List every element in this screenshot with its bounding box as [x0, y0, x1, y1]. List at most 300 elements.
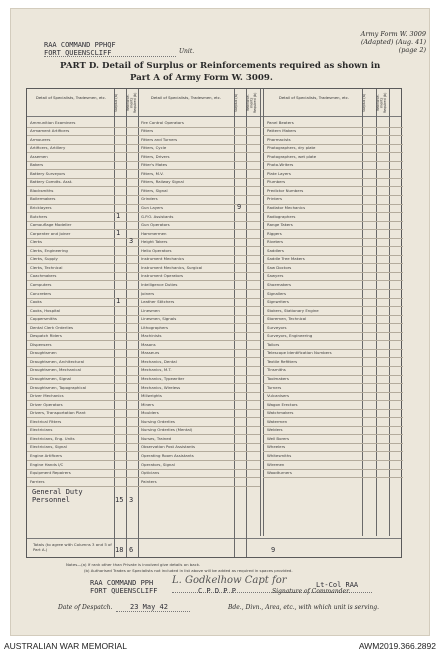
trade-name: Mechanics, Wireless [141, 385, 181, 390]
col3-header-specialists: Detail of Specialists, Tradesmen, etc. [278, 95, 350, 100]
trade-name: Masons [141, 342, 156, 347]
trade-name: Mechanics, Dental [141, 359, 177, 364]
trade-name: Wiremen [267, 462, 285, 467]
row-divider [263, 306, 403, 307]
row-divider [27, 255, 138, 256]
row-divider [138, 315, 260, 316]
trade-name: Fitters, Cycle [141, 146, 167, 151]
trade-name: Riveters [267, 240, 284, 245]
row-divider [263, 246, 403, 247]
row-divider [263, 169, 403, 170]
col2-header-required: Reinforce- ments Required (b) [246, 92, 258, 114]
trade-name: Telescope Identification Numbers [267, 351, 332, 356]
trade-name: Concreters [30, 291, 52, 296]
signatory-rank: Lt-Col RAA [316, 581, 359, 589]
row-divider [27, 204, 138, 205]
row-divider [138, 426, 260, 427]
extra-entry-line-1: General Duty [32, 488, 83, 496]
row-divider [27, 443, 138, 444]
unit-dotted-line [44, 56, 176, 57]
trade-name: Lithographers [141, 325, 169, 330]
trade-name: Whitesmiths [267, 453, 292, 458]
trade-name: Welders [267, 428, 283, 433]
row-divider [138, 144, 260, 145]
trade-name: Signwriters [267, 300, 289, 305]
trade-name: Nursing Orderlies [141, 419, 175, 424]
unit-label: Unit. [179, 48, 195, 55]
trade-name: Predictor Numbers [267, 188, 304, 193]
trade-name: Range Takers [267, 223, 293, 228]
trade-name: Storemen, Technical [267, 317, 307, 322]
row-divider [263, 212, 403, 213]
totals-col2-surplus: 9 [271, 546, 276, 554]
row-divider [138, 375, 260, 376]
trade-name: Draughtsmen, Signal [30, 377, 72, 381]
totals-label: Totals (to agree with Columns 3 and 5 of Part A.) [33, 543, 112, 552]
trade-name: Drivers, Transportation Plant [30, 411, 86, 416]
trade-name: Electricians, Eng. Units [30, 436, 75, 441]
trade-name: Clerks, Engineering [30, 248, 68, 253]
trade-name: Cooks, Hospital [30, 308, 61, 313]
row-divider [263, 409, 403, 410]
trade-name: Boilermakers [30, 197, 56, 202]
row-divider [27, 332, 138, 333]
row-divider [138, 332, 260, 333]
row-divider [27, 426, 138, 427]
row-divider [263, 221, 403, 222]
row-divider [263, 255, 403, 256]
row-divider [263, 451, 403, 452]
trade-name: Watchmakers [267, 411, 294, 416]
row-divider [263, 229, 403, 230]
trade-surplus-count: 1 [116, 228, 121, 237]
row-divider [138, 255, 260, 256]
trade-name: Blacksmiths [30, 188, 54, 193]
row-divider [138, 340, 260, 341]
row-divider [138, 289, 260, 290]
row-divider [138, 451, 260, 452]
trade-name: Observation Post Assistants [141, 445, 196, 450]
row-divider [138, 400, 260, 401]
trade-name: Watermen [267, 419, 288, 424]
trade-name: Painters [141, 479, 157, 484]
trade-name: Wheelers [267, 445, 286, 450]
trade-name: Assemen [30, 154, 48, 159]
row-divider [263, 127, 403, 128]
row-divider [27, 375, 138, 376]
handwritten-signature: L. Godkelhow Capt for [172, 575, 287, 586]
row-divider [263, 460, 403, 461]
trade-name: Linesmen, Signals [141, 317, 177, 322]
row-divider [138, 186, 260, 187]
trade-name: Plumbers [267, 180, 286, 185]
row-divider [27, 469, 138, 470]
trade-name: Armourers [30, 137, 51, 142]
row-divider [263, 263, 403, 264]
extra-entry-surplus: 15 [115, 496, 124, 504]
trade-name: Wagon Erectors [267, 402, 298, 407]
trade-name: Battery Surveyors [30, 171, 66, 176]
part-d-title: PART D. Detail of Surplus or Reinforcements required as shown in [60, 61, 381, 71]
trade-name: Printers [267, 197, 282, 202]
despatch-label: Date of Despatch. [58, 604, 113, 611]
row-divider [263, 280, 403, 281]
trade-name: Radiographers [267, 214, 296, 219]
trade-name: Linesmen [141, 308, 160, 313]
row-divider [27, 349, 138, 350]
row-divider [263, 178, 403, 179]
trade-name: Fitters [141, 129, 154, 134]
row-divider [27, 315, 138, 316]
row-divider [27, 144, 138, 145]
row-divider [27, 434, 138, 435]
row-divider [263, 340, 403, 341]
despatch-date: 23 May 42 [130, 603, 168, 611]
row-divider [263, 135, 403, 136]
row-divider [138, 469, 260, 470]
row-divider [263, 323, 403, 324]
row-divider [27, 135, 138, 136]
trade-required-count: 3 [129, 237, 134, 246]
row-divider [27, 212, 138, 213]
row-divider [27, 323, 138, 324]
row-divider [263, 349, 403, 350]
trade-name: Photographers, dry plate [267, 146, 316, 151]
trade-name: G.P.O. Assistants [141, 214, 174, 219]
trade-name: Miners [141, 402, 154, 407]
row-divider [138, 366, 260, 367]
trade-name: Nurses, Trained [141, 436, 172, 441]
row-divider [263, 357, 403, 358]
trade-name: Pattern Makers [267, 129, 297, 134]
row-divider [263, 161, 403, 162]
row-divider [27, 366, 138, 367]
trade-name: Leather Stitchers [141, 300, 175, 305]
row-divider [263, 204, 403, 205]
trade-name: Engine Hands I/C [30, 462, 64, 467]
trade-name: Clerks, Supply [30, 257, 58, 262]
row-divider [138, 280, 260, 281]
row-divider [27, 392, 138, 393]
row-divider [138, 135, 260, 136]
trade-name: Gun Layers [141, 206, 164, 210]
row-divider [27, 195, 138, 196]
col3-header-required: Reinforce- ments Required (b) [376, 92, 388, 114]
footer-accession-number: AWM2019.366.2892 [358, 641, 436, 651]
extra-entry-line-2: Personnel [32, 496, 70, 504]
row-divider [138, 127, 260, 128]
row-divider [263, 152, 403, 153]
row-divider [263, 366, 403, 367]
trade-name: Saddlers [267, 248, 284, 253]
trade-name: Bricklayers [30, 206, 52, 210]
trade-surplus-count: 1 [116, 211, 121, 220]
sign-unit-line-1: RAA COMMAND PPH [90, 579, 154, 587]
trade-name: Driver Operators [30, 402, 63, 407]
row-divider [27, 486, 138, 487]
row-divider [27, 272, 138, 273]
col1-header-surplus: Surplus (a) [114, 94, 118, 112]
trade-name: Signallers [267, 291, 287, 296]
footer-institution: AUSTRALIAN WAR MEMORIAL [4, 641, 127, 651]
row-divider [138, 434, 260, 435]
row-divider [138, 161, 260, 162]
row-divider [138, 263, 260, 264]
row-divider [27, 306, 138, 307]
trade-name: Cooks [30, 300, 42, 305]
row-divider [27, 417, 138, 418]
row-divider [27, 409, 138, 410]
row-divider [263, 375, 403, 376]
row-divider [27, 186, 138, 187]
trade-name: Intelligence Duties [141, 282, 178, 287]
trade-name: Bakers [30, 163, 44, 168]
row-divider [27, 383, 138, 384]
col1-header-specialists: Detail of Specialists, Tradesmen, etc. [35, 95, 107, 100]
trade-name: Fitters, Drivers [141, 154, 170, 159]
col1-header-required: Reinforce- ments Required (b) [126, 92, 138, 114]
trade-name: Surveyors [267, 325, 287, 330]
trade-surplus-count: 9 [237, 203, 242, 211]
trade-name: Millwrights [141, 394, 162, 399]
row-divider [138, 323, 260, 324]
row-divider [138, 349, 260, 350]
trade-name: Battery Comdts. Asst. [30, 180, 73, 185]
specialists-table [26, 88, 402, 558]
trade-name: Engine Artificers [30, 453, 63, 458]
row-divider [138, 392, 260, 393]
row-divider [138, 409, 260, 410]
row-divider [263, 289, 403, 290]
sign-unit-line-2: FORT QUEENSCLIFF [90, 587, 158, 595]
trade-name: Plate Layers [267, 171, 291, 176]
trade-name: Electricians [30, 428, 53, 433]
row-divider [263, 426, 403, 427]
trade-name: Fitters, Signal [141, 188, 168, 193]
row-divider [263, 298, 403, 299]
row-divider [138, 460, 260, 461]
row-divider [138, 306, 260, 307]
trade-name: Carpenter and Joiner [30, 231, 71, 236]
row-divider [138, 229, 260, 230]
trade-name: Electrical Fitters [30, 419, 62, 424]
trade-name: Riggers [267, 231, 282, 236]
trade-name: Coppersmiths [30, 317, 57, 322]
row-divider [138, 212, 260, 213]
unit-line-1: RAA COMMAND PPHQF [44, 41, 116, 49]
row-divider [138, 152, 260, 153]
row-divider [138, 383, 260, 384]
trade-name: Surveyors, Engineering [267, 334, 313, 339]
trade-name: Woodturners [267, 471, 292, 476]
trade-name: Height Takers [141, 240, 168, 245]
row-divider [138, 357, 260, 358]
row-divider [263, 332, 403, 333]
row-divider [27, 178, 138, 179]
row-divider [27, 280, 138, 281]
trade-name: Computers [30, 282, 52, 287]
trade-name: Butchers [30, 214, 48, 219]
trade-name: Shoemakers [267, 282, 292, 287]
trade-name: Hammermen [141, 231, 167, 236]
totals-col1-required: 6 [129, 546, 134, 554]
row-divider [263, 469, 403, 470]
trade-name: Panel Beaters [267, 120, 294, 125]
trade-surplus-count: 1 [116, 297, 121, 306]
signature-label: Signature of Commander. [272, 588, 351, 595]
trade-name: Helio Operators [141, 248, 172, 253]
row-divider [138, 195, 260, 196]
form-name: Army Form W. 3009 [360, 30, 426, 38]
row-divider [27, 460, 138, 461]
row-divider [138, 204, 260, 205]
row-divider [138, 298, 260, 299]
row-divider [263, 272, 403, 273]
row-divider [138, 238, 260, 239]
trade-name: Ammunition Examiners [30, 120, 76, 125]
row-divider [27, 221, 138, 222]
unit-line-2: FORT QUEENSCLIFF [44, 49, 112, 57]
trade-name: Turners [267, 385, 282, 390]
trade-name: Equipment Repairers [30, 471, 71, 476]
brigade-label: Bde., Divn., Area, etc., with which unit is serving. [228, 604, 379, 611]
trade-name: Toolmakers [267, 377, 289, 381]
trade-name: Moulders [141, 411, 159, 416]
row-divider [138, 169, 260, 170]
row-divider [263, 315, 403, 316]
trade-name: Dispensers [30, 342, 52, 347]
row-divider [27, 246, 138, 247]
trade-name: Coachmakers [30, 274, 57, 279]
trade-name: Fire Control Operators [141, 120, 184, 125]
trade-name: Machinists [141, 334, 162, 339]
trade-name: Radiator Mechanics [267, 206, 306, 210]
trade-name: Mechanics, M.T. [141, 368, 172, 373]
trade-name: Tinsmiths [267, 368, 286, 373]
row-divider [27, 477, 138, 478]
trade-name: Instrument Operators [141, 274, 184, 279]
trade-name: Textile Refitters [267, 359, 298, 364]
trade-name: Instrument Mechanics [141, 257, 185, 262]
trade-name: Opticians [141, 471, 160, 476]
trade-name: Electricians, Signal [30, 445, 67, 450]
cpd-stamp: C P D P P [198, 587, 236, 595]
row-divider [263, 400, 403, 401]
trade-name: Gun Operators [141, 223, 170, 228]
row-divider [27, 289, 138, 290]
row-divider [263, 443, 403, 444]
trade-name: Photo-Writers [267, 163, 294, 168]
trade-name: Despatch Riders [30, 334, 62, 339]
row-divider [263, 195, 403, 196]
row-divider [138, 443, 260, 444]
row-divider [138, 178, 260, 179]
trade-name: Draughtsmen [30, 351, 57, 356]
row-divider [27, 263, 138, 264]
trade-name: Pharmacists [267, 137, 291, 142]
trade-name: Joiners [141, 291, 155, 296]
extra-entry-required: 3 [129, 496, 134, 504]
row-divider [27, 357, 138, 358]
row-divider [263, 144, 403, 145]
trade-name: Saddle Tree Makers [267, 257, 305, 262]
trade-name: Operating Room Assistants [141, 453, 194, 458]
note-a: Notes—(a) If rank other than Private is involved give details on back. [66, 562, 201, 567]
trade-name: Saw Doctors [267, 265, 292, 270]
row-divider [263, 434, 403, 435]
row-divider [138, 417, 260, 418]
trade-name: Nursing Orderlies (Mental) [141, 428, 193, 433]
row-divider [263, 392, 403, 393]
trade-name: Instrument Mechanics, Surgical [141, 265, 203, 270]
trade-name: Artificers, Artillery [30, 146, 66, 151]
row-divider [27, 340, 138, 341]
trade-name: Clerks [30, 240, 43, 245]
trade-name: Draughtsmen, Mechanical [30, 368, 81, 373]
row-divider [263, 186, 403, 187]
trade-name: Grinders [141, 197, 158, 202]
row-divider [138, 246, 260, 247]
row-divider [263, 417, 403, 418]
form-adapted: (Adapted) (Aug. 41) [360, 38, 426, 46]
form-page-number: (page 2) [398, 46, 426, 54]
row-divider [138, 272, 260, 273]
note-b: (b) Authorised Trades or Specialists not included in list above will be added as required in spaces provided. [84, 568, 293, 573]
row-divider [27, 152, 138, 153]
trade-name: Tailors [267, 342, 280, 347]
trade-name: Fitters and Turners [141, 137, 178, 142]
trade-name: Masseurs [141, 351, 160, 356]
trade-name: Sawyers [267, 274, 284, 279]
trade-name: Draughtsmen, Architectural [30, 359, 85, 364]
row-divider [138, 477, 260, 478]
row-divider [263, 238, 403, 239]
despatch-date-line [116, 611, 190, 612]
row-divider [27, 229, 138, 230]
row-divider [27, 451, 138, 452]
row-divider [27, 161, 138, 162]
trade-name: Draughtsmen, Topographical [30, 385, 87, 390]
totals-col1-surplus: 18 [115, 546, 124, 554]
trade-name: Armament Artificers [30, 129, 70, 134]
row-divider [27, 400, 138, 401]
col3-header-surplus: Surplus (a) [362, 94, 366, 112]
trade-name: Mechanics, Typewriter [141, 377, 185, 381]
part-d-subtitle: Part A of Army Form W. 3009. [130, 73, 273, 83]
trade-name: Fitters, M.V. [141, 171, 164, 176]
row-divider [27, 127, 138, 128]
trade-name: Fitter's Mates [141, 163, 168, 168]
trade-name: Clerks, Technical [30, 265, 63, 270]
trade-name: Fitters, Railway Signal [141, 180, 184, 185]
col2-header-specialists: Detail of Specialists, Tradesmen, etc. [150, 95, 222, 100]
trade-name: Photographers, wet plate [267, 154, 317, 159]
trade-name: Well Borers [267, 436, 289, 441]
row-divider [27, 169, 138, 170]
trade-name: Vulcanisers [267, 394, 290, 399]
trade-name: Driver Mechanics [30, 394, 64, 399]
row-divider [263, 477, 403, 478]
col2-header-surplus: Surplus (a) [234, 94, 238, 112]
row-divider [27, 238, 138, 239]
trade-name: Dental Clerk Orderlies [30, 325, 74, 330]
trade-name: Camouflage Modeller [30, 223, 72, 228]
trade-name: Farriers [30, 479, 45, 484]
row-divider [27, 298, 138, 299]
row-divider [263, 383, 403, 384]
trade-name: Operators, Signal [141, 462, 175, 467]
row-divider [138, 486, 260, 487]
